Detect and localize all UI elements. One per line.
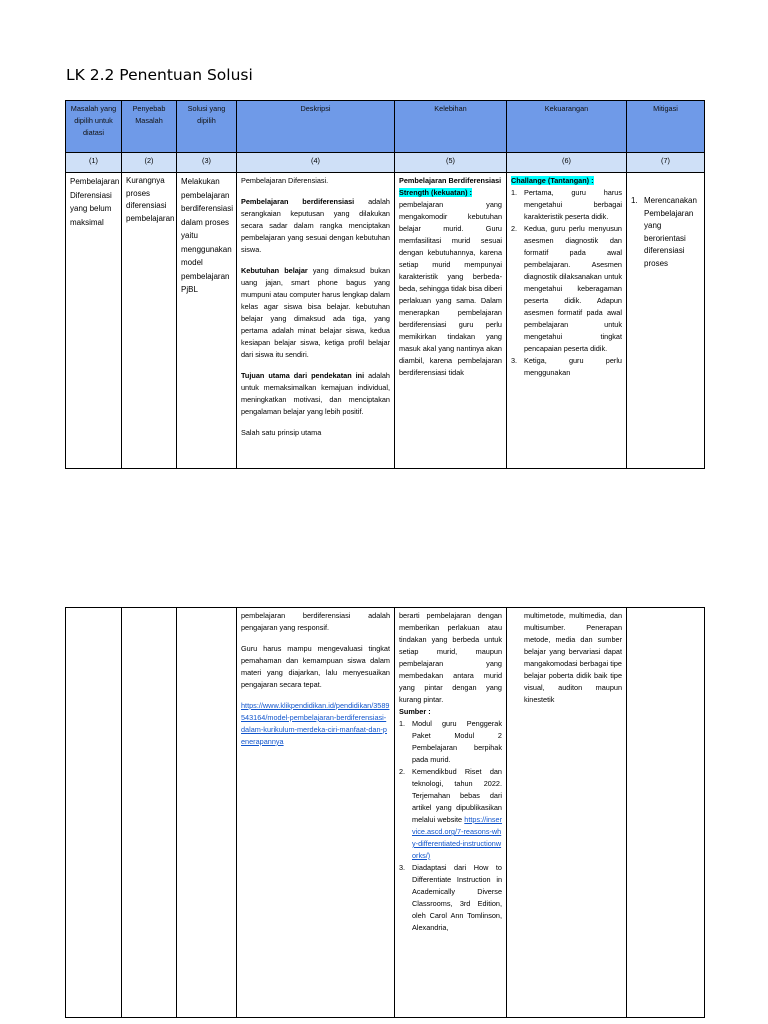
deskripsi-tujuan [241,370,390,418]
deskripsi-intro: Pembelajaran Diferensiasi. [241,176,329,185]
header-kekurangan: Kekuarangan [507,101,627,153]
kelebihan-text-continued: berarti pembelajaran dengan memberikan perlakuan atau tindakan yang berbeda untuk setiap murid, maupun pembelajaran yang membedakan antara murid yang pintar dengan yang kurang pintar. [399,611,502,704]
sumber-list [399,718,502,934]
solution-table-page-2 [65,607,705,1018]
challenge-label: Challange (Tantangan) : [511,176,594,185]
kelebihan-cell-continued [395,608,507,1018]
kekurangan-text-continued: multimetode, multimedia, dan multisumber. Penerapan metode, media dan sumber belajar yang bervariasi dapat mangakomodasi berbagai tipe belajar poberta didik baik tipe visual, auditon maupun kinestetik [524,611,622,704]
list-item: 1. Pertama, guru harus mengetahui berbagai karakteristik peserta didik. [511,188,622,221]
mitigasi-cell-continued [627,608,705,1018]
source-link-paragraph [241,700,390,748]
deskripsi-definition [241,196,390,256]
kelebihan-cell [395,173,507,469]
column-number: (2) [122,153,177,173]
sumber-link[interactable]: https://inservice.ascd.org/7-reasons-why-differentiated-instructionworks/) [412,815,503,860]
header-masalah: Masalah yang dipilih untuk diatasi [66,101,122,153]
masalah-cell: Pembelajaran Diferensiasi yang belum maksimal [66,173,122,469]
deskripsi-evaluasi: Guru harus mampu mengevaluasi tingkat pemahaman dan kemampuan siswa dalam materi yang diajarkan, lalu menyesuaikan pengajaran secara tepat. [241,644,390,689]
strength-label: Strength (kekuatan) : [399,188,472,197]
mitigasi-cell [627,173,705,469]
penyebab-cell-continued [122,608,177,1018]
column-number: (7) [627,153,705,173]
kebutuhan-text: yang dimaksud bukan uang jajan, smart phone bagus yang mumpuni atau computer harus lengkap dalam kelas agar siswa bisa belajar. kebutuhan belajar yang dimaksud ada tiga, yang pertama adalah minat belajar siswa, kedua kesiapan belajar siswa, ketiga profil belajar dari siswa itu sendiri. [241,266,391,359]
solution-table-page-1 [65,100,705,469]
tujuan-text: adalah untuk memaksimalkan kemajuan individual, meningkatkan motivasi, dan menciptakan pengalaman belajar yang lebih positif. [241,371,390,416]
list-item: 3. Diadaptasi dari How to Differentiate Instruction in Academically Diverse Classrooms, 3rd Edition, oleh Carol Ann Tomlinson, Alexandria, [399,863,502,932]
list-item: 2. Kedua, guru perlu menyusun asesmen diagnostik dan formatif pada awal pembelajaran. Asesmen diagnostik dilaksanakan untuk mengetahui keberagaman peserta didik. Adapun asesmen formatif pada awal pembelajaran untuk mengetahui tingkat pencapaian peserta didik. [511,224,622,353]
deskripsi-responsif: pembelajaran berdiferensiasi adalah pengajaran yang responsif. [241,611,390,632]
column-number-row [66,153,705,173]
list-item: 2. Kemendikbud Riset dan teknologi, tahun 2022. Terjemahan bebas dari artikel yang dipublikasikan melalui website https://inservice.ascd.org/7-reasons-why-differentiated-instructionworks/) [399,767,503,860]
column-number: (3) [177,153,237,173]
kelebihan-text: pembelajaran yang mengakomodir kebutuhan belajar murid. Guru memfasilitasi murid sesuai dengan kebutuhannya, karena setiap murid mempunyai karakteristik yang berbeda-beda, sehingga tidak bisa diberi perlakuan yang sama. Dalam menerapkan pembelajaran berdiferensiasi guru perlu memikirkan tindakan yang masuk akal yang nantinya akan diambil, karena pembelajaran berdiferensiasi tidak [399,200,502,377]
deskripsi-kebutuhan [241,265,390,361]
kebutuhan-term: Kebutuhan belajar [241,266,308,275]
kekurangan-cell [507,173,627,469]
tujuan-term: Tujuan utama dari pendekatan ini [241,371,365,380]
table-row [66,173,705,469]
definition-text: adalah serangkaian keputusan yang dilakukan secara sadar dalam rangka menciptakan pembelajaran yang sesuai dengan kebutuhan siswa. [241,197,390,254]
mitigasi-list [631,195,700,270]
deskripsi-prinsip: Salah satu prinsip utama [241,428,322,437]
source-link[interactable]: https://www.klikpendidikan.id/pendidikan/3589543164/model-pembelajaran-berdiferensiasi-dalam-kurikulum-merdeka-ciri-manfaat-dan-penerapannya [241,701,390,746]
column-number: (6) [507,153,627,173]
header-penyebab: Penyebab Masalah [122,101,177,153]
kelebihan-title: Pembelajaran Berdiferensiasi [399,176,502,185]
header-deskripsi: Deskripsi [237,101,395,153]
solusi-cell-continued [177,608,237,1018]
header-mitigasi: Mitigasi [627,101,705,153]
deskripsi-cell [237,173,395,469]
list-item: 1. Modul guru Penggerak Paket Modul 2 Pembelajaran berpihak pada murid. [399,719,502,764]
kekurangan-cell-continued [507,608,627,1018]
definition-term: Pembelajaran berdiferensiasi [241,197,355,206]
penyebab-cell: Kurangnya proses diferensiasi pembelajaran [122,173,177,469]
masalah-cell-continued [66,608,122,1018]
header-solusi: Solusi yang dipilih [177,101,237,153]
column-number: (1) [66,153,122,173]
deskripsi-cell-continued [237,608,395,1018]
column-number: (5) [395,153,507,173]
header-kelebihan: Kelebihan [395,101,507,153]
solusi-cell: Melakukan pembelajaran berdiferensiasi dalam proses yaitu menggunakan model pembelajaran PjBL [177,173,237,469]
list-item: 3. Ketiga, guru perlu menggunakan [511,356,622,377]
sumber-label: Sumber : [399,707,431,716]
column-number: (4) [237,153,395,173]
table-row [66,608,705,1018]
page-title: LK 2.2 Penentuan Solusi [66,66,253,84]
list-item: 1. Merencanakan Pembelajaran yang berorientasi diferensiasi proses [631,196,697,268]
header-row [66,101,705,153]
challenge-list [511,187,622,379]
